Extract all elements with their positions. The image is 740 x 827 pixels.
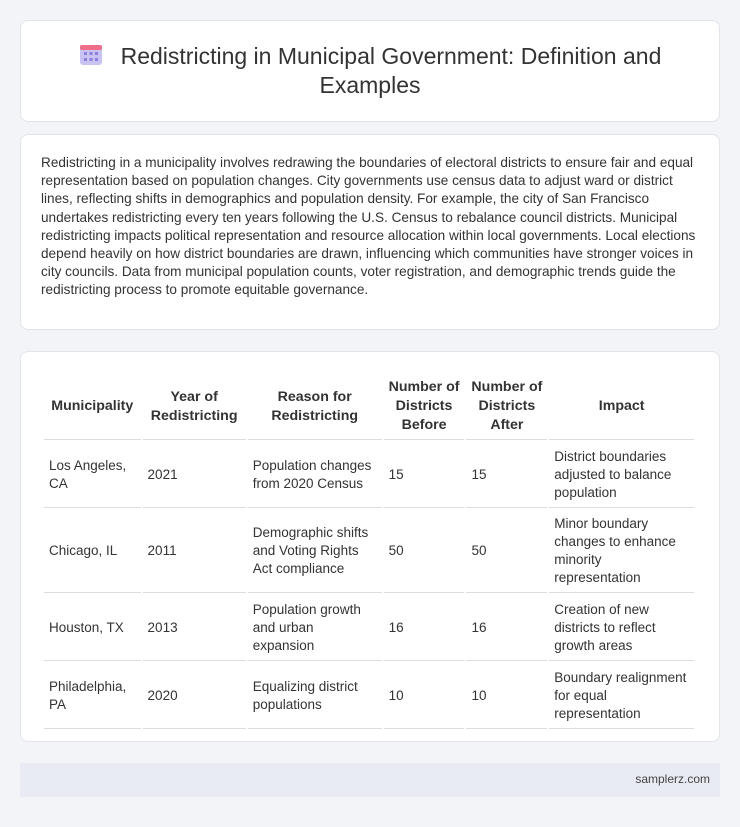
table-row (44, 510, 694, 593)
redistricting-table (42, 372, 696, 731)
cell-reason: Population growth and urban expansion (248, 595, 382, 661)
table-row (44, 442, 694, 508)
cell-year: 2021 (143, 442, 246, 508)
cell-municipality: Los Angeles, CA (44, 442, 141, 508)
cell-impact: Minor boundary changes to enhance minority representation (549, 510, 694, 593)
cell-districts-after: 15 (466, 442, 547, 508)
table-row (44, 595, 694, 661)
cell-year: 2013 (143, 595, 246, 661)
footer-site-link[interactable]: samplerz.com (635, 772, 710, 786)
column-header-reason: Reason for Redistricting (248, 374, 382, 440)
calendar-grid-icon (79, 43, 103, 67)
column-header-year: Year of Redistricting (143, 374, 246, 440)
cell-reason: Population changes from 2020 Census (248, 442, 382, 508)
column-header-impact: Impact (549, 374, 694, 440)
cell-reason: Demographic shifts and Voting Rights Act compliance (248, 510, 382, 593)
cell-districts-before: 15 (384, 442, 465, 508)
cell-districts-before: 50 (384, 510, 465, 593)
intro-paragraph: Redistricting in a municipality involves redrawing the boundaries of electoral districts to ensure fair and equal representation based on population changes. City governments use census data to adjust ward or district lines, reflecting shifts in demographics and population density. For example, the city of San Francisco undertakes redistricting every ten years following the U.S. Census to rebalance council districts. Municipal redistricting impacts political representation and resource allocation within local governments. Local elections depend heavily on how district boundaries are drawn, influencing which communities have stronger voices in city councils. Data from municipal population counts, voter registration, and demographic trends guide the redistricting process to promote equitable governance. (41, 155, 696, 298)
cell-municipality: Philadelphia, PA (44, 663, 141, 729)
cell-municipality: Chicago, IL (44, 510, 141, 593)
column-header-districts-before: Number of Districts Before (384, 374, 465, 440)
cell-districts-before: 16 (384, 595, 465, 661)
table-header-row (44, 374, 694, 440)
title-card (20, 20, 720, 122)
column-header-districts-after: Number of Districts After (466, 374, 547, 440)
cell-municipality: Houston, TX (44, 595, 141, 661)
cell-districts-after: 16 (466, 595, 547, 661)
footer-bar (20, 763, 720, 797)
intro-card (20, 134, 720, 330)
cell-year: 2011 (143, 510, 246, 593)
cell-impact: District boundaries adjusted to balance population (549, 442, 694, 508)
column-header-municipality: Municipality (44, 374, 141, 440)
page-title-wrap (51, 42, 689, 100)
cell-impact: Creation of new districts to reflect growth areas (549, 595, 694, 661)
table-card (20, 351, 720, 742)
cell-districts-before: 10 (384, 663, 465, 729)
cell-districts-after: 50 (466, 510, 547, 593)
page-title: Redistricting in Municipal Government: Definition and Examples (120, 43, 662, 98)
table-row (44, 663, 694, 729)
cell-year: 2020 (143, 663, 246, 729)
cell-impact: Boundary realignment for equal representation (549, 663, 694, 729)
cell-reason: Equalizing district populations (248, 663, 382, 729)
cell-districts-after: 10 (466, 663, 547, 729)
